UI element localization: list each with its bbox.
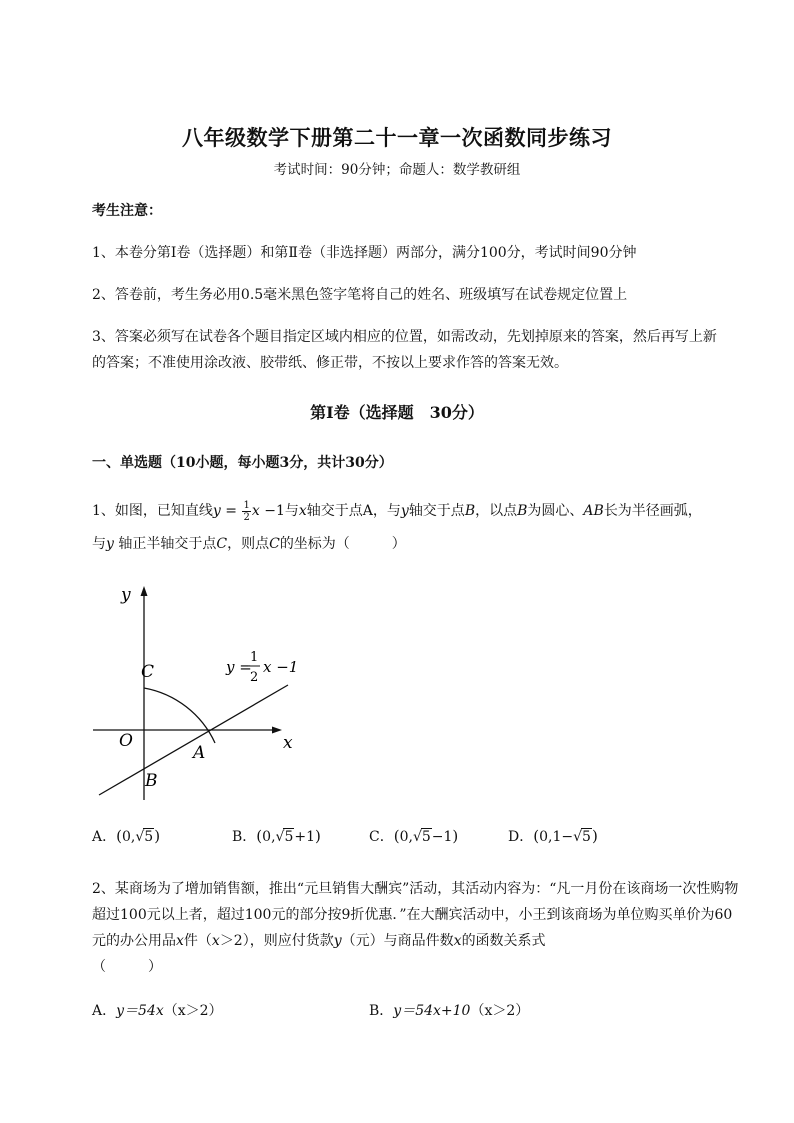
notes-heading: 考生注意： [92, 203, 162, 219]
q1-eq-y: y [212, 503, 221, 519]
q1-mid-5: 为圆心、 [527, 503, 584, 519]
q1-eq-denominator: 2 [243, 511, 250, 523]
q1-var-y-2: y [106, 536, 114, 552]
q1-eq-equals: = [220, 503, 242, 519]
q1-option-b-pre: 0, [262, 829, 276, 845]
q1-option-c[interactable]: C．(0,√5−1) [369, 827, 459, 845]
q1-option-c-post: −1 [431, 829, 453, 845]
q1-eq-x: x [251, 503, 260, 519]
q1-option-b-radicand: 5 [284, 829, 294, 845]
page-title: 八年级数学下册第二十一章一次函数同步练习 [182, 125, 612, 150]
question-1-line-2 [92, 533, 406, 553]
q1-mid-6: 长为半径画弧， [603, 503, 702, 519]
q2-option-b-cond: （x＞2） [470, 1003, 530, 1019]
q1-var-y: y [400, 503, 409, 519]
q1-figure [85, 578, 315, 813]
q2-option-b-label: B． [369, 1003, 394, 1019]
exam-subtitle: 考试时间：90分钟；命题人：数学教研组 [273, 162, 521, 178]
figure-label-c: C [141, 662, 155, 682]
q1-option-a-label: A． [92, 829, 117, 845]
q2-var-x-2: x [453, 933, 462, 949]
q1-option-b[interactable]: B．(0,√5+1) [232, 827, 321, 845]
q2-text-2: 件（ [183, 933, 212, 949]
note-item-2: 2、答卷前，考生务必用0.5毫米黑色签字笔将自己的姓名、班级填写在试卷规定位置上 [92, 287, 628, 303]
q1-segment-ab: AB [583, 503, 604, 519]
q2-cond: ＞2），则应付货款 [219, 933, 334, 949]
q1-prefix: 1、如图，已知直线 [92, 503, 213, 519]
figure-label-a: A [193, 743, 206, 763]
q1-line2-a: 与 [92, 536, 106, 552]
q1-point-b-2: B [517, 503, 528, 519]
figure-label-o: O [119, 731, 133, 751]
q2-text-3: （元）与商品件数 [341, 933, 454, 949]
q1-line2-b: 轴正半轴交于点 [113, 536, 217, 552]
section-subheading: 一、单选题（10小题，每小题3分，共计30分） [92, 455, 393, 471]
figure-eq-lhs: y = [226, 658, 252, 676]
figure-arc [144, 688, 215, 743]
q1-point-c-2: C [269, 536, 280, 552]
q2-option-b-expr: y＝54x+10 [393, 1003, 471, 1019]
q1-mid-4: ，以点 [475, 503, 518, 519]
q1-var-x: x [298, 503, 307, 519]
q2-option-a-cond: （x＞2） [163, 1003, 223, 1019]
q1-option-d-radicand: 5 [582, 829, 591, 845]
q1-option-d-pre: 0,1− [539, 829, 574, 845]
q2-option-a[interactable] [92, 1000, 223, 1020]
q1-point-c: C [216, 536, 228, 552]
q1-eq-fraction [242, 500, 250, 523]
figure-label-y: y [121, 585, 131, 605]
q1-option-a[interactable]: A．(0,√5) [92, 827, 161, 845]
q1-option-b-post: +1 [294, 829, 315, 845]
q1-option-a-radicand: 5 [144, 829, 154, 845]
q1-mid-3: 轴交于点 [408, 503, 465, 519]
q1-option-d[interactable]: D．(0,1−√5) [508, 827, 598, 845]
question-2 [92, 876, 742, 980]
q2-blank: （ ） [92, 959, 162, 975]
figure-label-b: B [145, 771, 158, 791]
q1-line2-d: 的坐标为（ ） [279, 536, 406, 552]
q2-option-a-label: A． [92, 1003, 117, 1019]
q1-option-c-radicand: 5 [421, 829, 431, 845]
q1-line2-c: ，则点 [227, 536, 270, 552]
q2-text-4: 的函数关系式 [461, 933, 546, 949]
q1-option-d-label: D． [508, 829, 534, 845]
note-item-3-line-1: 3、答案必须写在试卷各个题目指定区域内相应的位置，如需改动，先划掉原来的答案，然后再写上新 [92, 329, 717, 345]
q1-option-c-pre: 0, [399, 829, 413, 845]
figure-eq-denominator: 2 [250, 670, 259, 685]
q2-option-a-expr: y＝54x [116, 1003, 164, 1019]
q1-eq-tail: −1 [259, 503, 285, 519]
note-item-3-line-2: 的答案；不准使用涂改液、胶带纸、修正带，不按以上要求作答的答案无效。 [92, 355, 568, 371]
figure-y-arrow [141, 586, 148, 596]
question-1-line-1 [92, 496, 702, 526]
figure-label-x: x [283, 733, 293, 753]
q2-var-y: y [333, 933, 342, 949]
q2-text: 2、某商场为了增加销售额，推出“元旦销售大酬宾”活动，其活动内容为：“凡一月份在该商场一次性购物超过100元以上者，超过100元的部分按9折优惠．”在大酬宾活动中，小王到该商场为单位购买单价为60元的办公用品 [92, 881, 739, 949]
q2-option-b[interactable] [369, 1000, 529, 1020]
q2-var-x: x [176, 933, 184, 949]
figure-x-arrow [272, 727, 282, 734]
note-item-1: 1、本卷分第Ⅰ卷（选择题）和第Ⅱ卷（非选择题）两部分，满分100分，考试时间90分钟 [92, 245, 637, 261]
q1-option-b-label: B． [232, 829, 257, 845]
q1-eq-numerator: 1 [243, 499, 250, 511]
q1-point-b: B [464, 503, 476, 519]
figure-eq-rhs: x −1 [263, 658, 299, 676]
q1-mid-2: 轴交于点A，与 [306, 503, 401, 519]
figure-eq-numerator: 1 [250, 650, 259, 665]
q1-option-a-pre: 0, [121, 829, 136, 845]
q1-option-c-label: C． [369, 829, 394, 845]
q2-cond-x: x [211, 933, 220, 949]
section-title: 第Ⅰ卷（选择题 30分） [310, 403, 484, 422]
q1-mid-1: 与 [284, 503, 299, 519]
